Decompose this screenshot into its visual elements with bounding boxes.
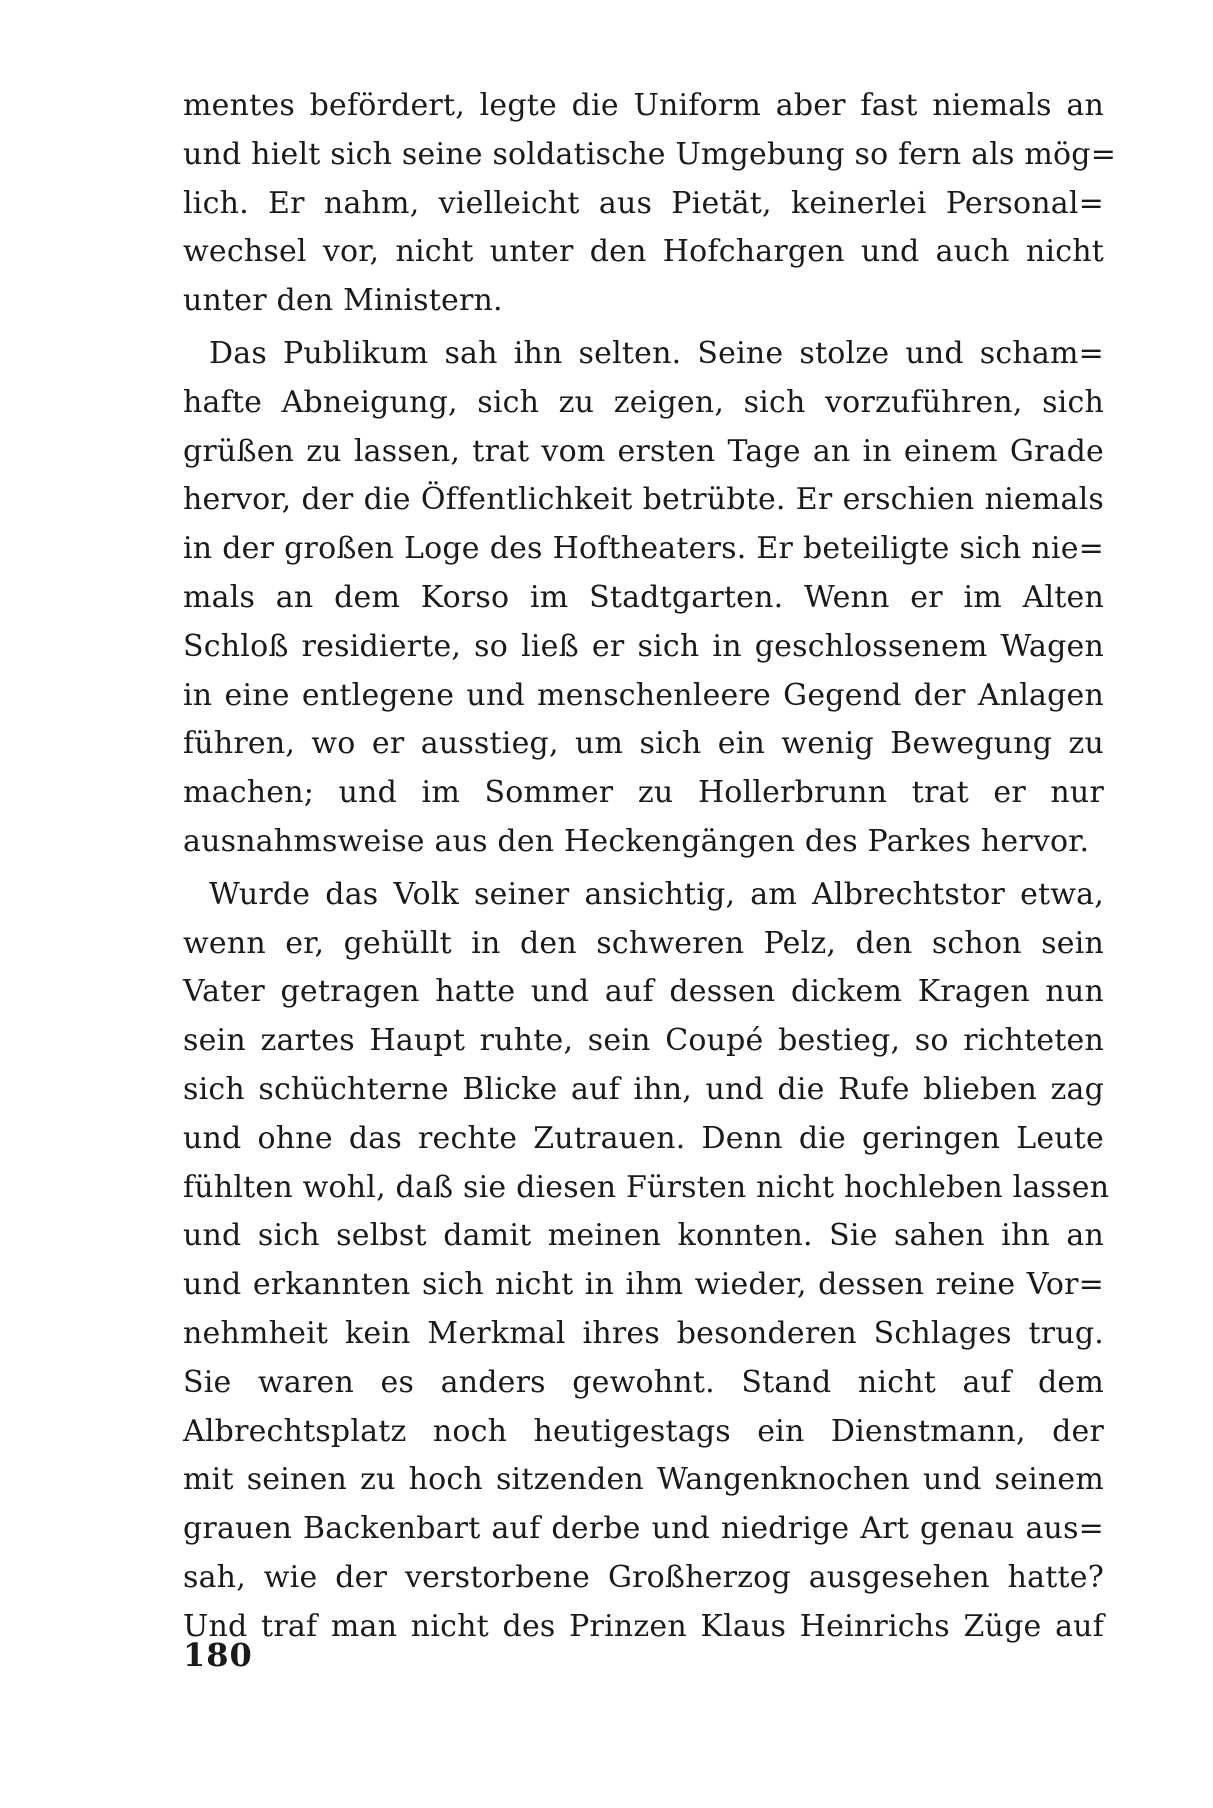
text-line: Und traf man nicht des Prinzen Klaus Heinrichs Züge auf: [183, 1608, 1104, 1644]
text-line: sah, wie der verstorbene Großherzog ausgesehen hatte?: [183, 1559, 1104, 1595]
text-line: Wurde das Volk seiner ansichtig, am Albrechtstor etwa,: [209, 876, 1104, 912]
text-line: unter den Ministern.: [183, 283, 503, 319]
text-line: und erkannten sich nicht in ihm wieder, dessen reine Vor=: [183, 1267, 1104, 1303]
text-line: wechsel vor, nicht unter den Hofchargen und auch nicht: [183, 234, 1104, 270]
text-line: hafte Abneigung, sich zu zeigen, sich vorzuführen, sich: [183, 384, 1104, 420]
text-line: fühlten wohl, daß sie diesen Fürsten nicht hochleben lassen: [183, 1169, 1110, 1205]
page-number: 180: [183, 1636, 253, 1674]
paragraph: [183, 82, 1117, 326]
text-line: Schloß residierte, so ließ er sich in geschlossenem Wagen: [183, 628, 1104, 664]
text-line: Das Publikum sah ihn selten. Seine stolze und scham=: [209, 335, 1104, 371]
text-line: nehmheit kein Merkmal ihres besonderen Schlages trug.: [183, 1315, 1104, 1351]
text-line: hervor, der die Öffentlichkeit betrübte. Er erschien niemals: [183, 482, 1104, 518]
paragraph: [183, 871, 1110, 1652]
text-line: mals an dem Korso im Stadtgarten. Wenn er im Alten: [183, 579, 1104, 615]
text-line: lich. Er nahm, vielleicht aus Pietät, keinerlei Personal=: [183, 185, 1104, 221]
text-line: Albrechtsplatz noch heutigestags ein Dienstmann, der: [183, 1413, 1104, 1449]
text-line: Sie waren es anders gewohnt. Stand nicht auf dem: [183, 1364, 1104, 1400]
text-line: Vater getragen hatte und auf dessen dickem Kragen nun: [183, 974, 1104, 1010]
text-line: in der großen Loge des Hoftheaters. Er beteiligte sich nie=: [183, 531, 1104, 567]
text-line: und sich selbst damit meinen konnten. Sie sahen ihn an: [183, 1218, 1104, 1254]
text-line: mentes befördert, legte die Uniform aber fast niemals an: [183, 88, 1104, 123]
text-line: machen; und im Sommer zu Hollerbrunn trat er nur: [183, 775, 1104, 811]
text-line: in eine entlegene und menschenleere Gegend der Anlagen: [183, 677, 1104, 713]
text-line: und hielt sich seine soldatische Umgebung so fern als mög=: [183, 136, 1117, 172]
text-line: und ohne das rechte Zutrauen. Denn die geringen Leute: [183, 1120, 1104, 1156]
text-line: ausnahmsweise aus den Heckengängen des Parkes hervor.: [183, 823, 1090, 859]
text-line: sein zartes Haupt ruhte, sein Coupé bestieg, so richteten: [183, 1023, 1104, 1059]
text-line: wenn er, gehüllt in den schweren Pelz, den schon sein: [183, 925, 1104, 961]
text-line: führen, wo er ausstieg, um sich ein wenig Bewegung zu: [183, 726, 1104, 762]
body-text: [183, 82, 1117, 1652]
text-line: grauen Backenbart auf derbe und niedrige Art genau aus=: [183, 1511, 1104, 1547]
text-line: grüßen zu lassen, trat vom ersten Tage an in einem Grade: [183, 433, 1104, 469]
text-line: mit seinen zu hoch sitzenden Wangenknochen und seinem: [183, 1462, 1104, 1498]
text-line: sich schüchterne Blicke auf ihn, und die Rufe blieben zag: [183, 1071, 1104, 1107]
paragraph: [183, 330, 1104, 867]
